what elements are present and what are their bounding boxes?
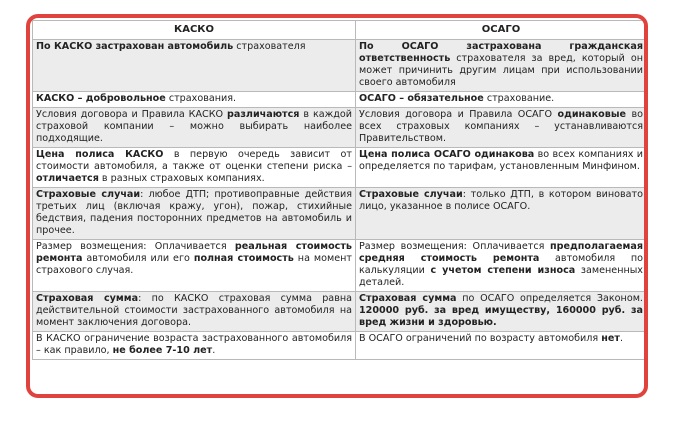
kasko-cell — [33, 108, 356, 148]
bold-text: По ОСАГО застрахована гражданская ответственность — [359, 41, 643, 64]
table-body — [33, 40, 647, 360]
osago-cell — [356, 240, 647, 292]
osago-cell — [356, 332, 647, 360]
cell-text: по ОСАГО определяется Законом. — [456, 293, 643, 304]
cell-text: . — [619, 333, 623, 344]
table-header-row — [33, 21, 647, 40]
bold-text: отличается — [36, 173, 99, 184]
kasko-cell — [33, 188, 356, 240]
cell-text: страхования. — [165, 93, 237, 104]
bold-text: одинаковые — [557, 109, 627, 120]
kasko-cell — [33, 40, 356, 92]
cell-text: автомобиля или его — [82, 253, 194, 264]
table-row — [33, 92, 647, 108]
bold-text: Страховая сумма — [359, 293, 457, 304]
osago-cell — [356, 108, 647, 148]
table-row — [33, 108, 647, 148]
bold-text: ОСАГО – обязательное — [359, 93, 484, 104]
header-kasko: КАСКО — [33, 21, 356, 40]
table-row — [33, 292, 647, 332]
bold-text: не более 7-10 лет — [112, 345, 213, 356]
cell-text: Условия договора и Правила ОСАГО — [359, 109, 558, 120]
cell-text: автомобиля по калькуляции — [359, 253, 643, 276]
kasko-cell — [33, 92, 356, 108]
table-row — [33, 148, 647, 188]
bold-text: полная стоимость — [193, 253, 294, 264]
cell-text: в разных страховых компаниях. — [98, 173, 265, 184]
osago-cell — [356, 40, 647, 92]
osago-cell — [356, 148, 647, 188]
cell-text: : по КАСКО страховая сумма равна действительной стоимости застрахованного автомобиля на момент заключения договора. — [36, 293, 352, 328]
kasko-cell — [33, 332, 356, 360]
cell-text: Размер возмещения: Оплачивается — [36, 241, 235, 252]
kasko-cell — [33, 148, 356, 188]
cell-text: Условия договора и Правила КАСКО — [36, 109, 227, 120]
table-row — [33, 40, 647, 92]
comparison-frame — [26, 14, 648, 398]
osago-cell — [356, 188, 647, 240]
cell-text: страхование. — [483, 93, 555, 104]
bold-text: реальная стоимость ремонта — [36, 241, 352, 264]
cell-text: во всех страховых компаниях – устанавливаются Правительством. — [359, 109, 643, 144]
osago-cell — [356, 292, 647, 332]
cell-text: В ОСАГО ограничений по возрасту автомобиля — [359, 333, 602, 344]
cell-text: страхователя — [233, 41, 306, 52]
cell-text: во всех компаниях и определяется по тарифам, установленным Минфином. — [359, 149, 643, 172]
cell-text: . — [212, 345, 216, 356]
cell-text: страхователя за вред, который он может причинить другим лицам при использовании своего автомобиля — [359, 53, 643, 88]
header-osago: ОСАГО — [356, 21, 647, 40]
bold-text: По КАСКО застрахован автомобиль — [36, 41, 234, 52]
cell-text: на момент страхового случая. — [36, 253, 352, 276]
cell-text: замененных деталей. — [359, 265, 643, 288]
bold-text: КАСКО – добровольное — [36, 93, 166, 104]
bold-text: Страховые случаи — [359, 189, 463, 200]
cell-text: Размер возмещения: Оплачивается — [359, 241, 551, 252]
bold-text: нет — [601, 333, 620, 344]
osago-cell — [356, 92, 647, 108]
bold-text: Страховые случаи — [36, 189, 141, 200]
bold-text: Страховая сумма — [36, 293, 139, 304]
bold-text: Цена полиса КАСКО — [36, 149, 164, 160]
bold-text: различаются — [227, 109, 300, 120]
bold-text: предполагаемая средняя стоимость ремонта — [359, 241, 643, 264]
table-row — [33, 240, 647, 292]
bold-text: с учетом степени износа — [430, 265, 576, 276]
kasko-osago-table — [32, 20, 647, 360]
cell-text: : любое ДТП; противоправные действия третьих лиц (включая кражу, угон), пожар, стихийные бедствия, падения посторонних предметов на автомобиль и прочее. — [36, 189, 352, 236]
cell-text: в каждой страховой компании – можно выбирать наиболее подходящие. — [36, 109, 352, 144]
cell-text: : только ДТП, в котором виновато лицо, указанное в полисе ОСАГО. — [359, 189, 643, 212]
cell-text: В КАСКО ограничение возраста застрахованного автомобиля – как правило, — [36, 333, 352, 356]
cell-text: в первую очередь зависит от стоимости автомобиля, а также от оценки степени риска – — [36, 149, 352, 172]
table-row — [33, 188, 647, 240]
kasko-cell — [33, 292, 356, 332]
table-row — [33, 332, 647, 360]
bold-text: Цена полиса ОСАГО одинакова — [359, 149, 535, 160]
kasko-cell — [33, 240, 356, 292]
bold-text: 120000 руб. за вред имуществу, 160000 руб. за вред жизни и здоровью. — [359, 305, 643, 328]
